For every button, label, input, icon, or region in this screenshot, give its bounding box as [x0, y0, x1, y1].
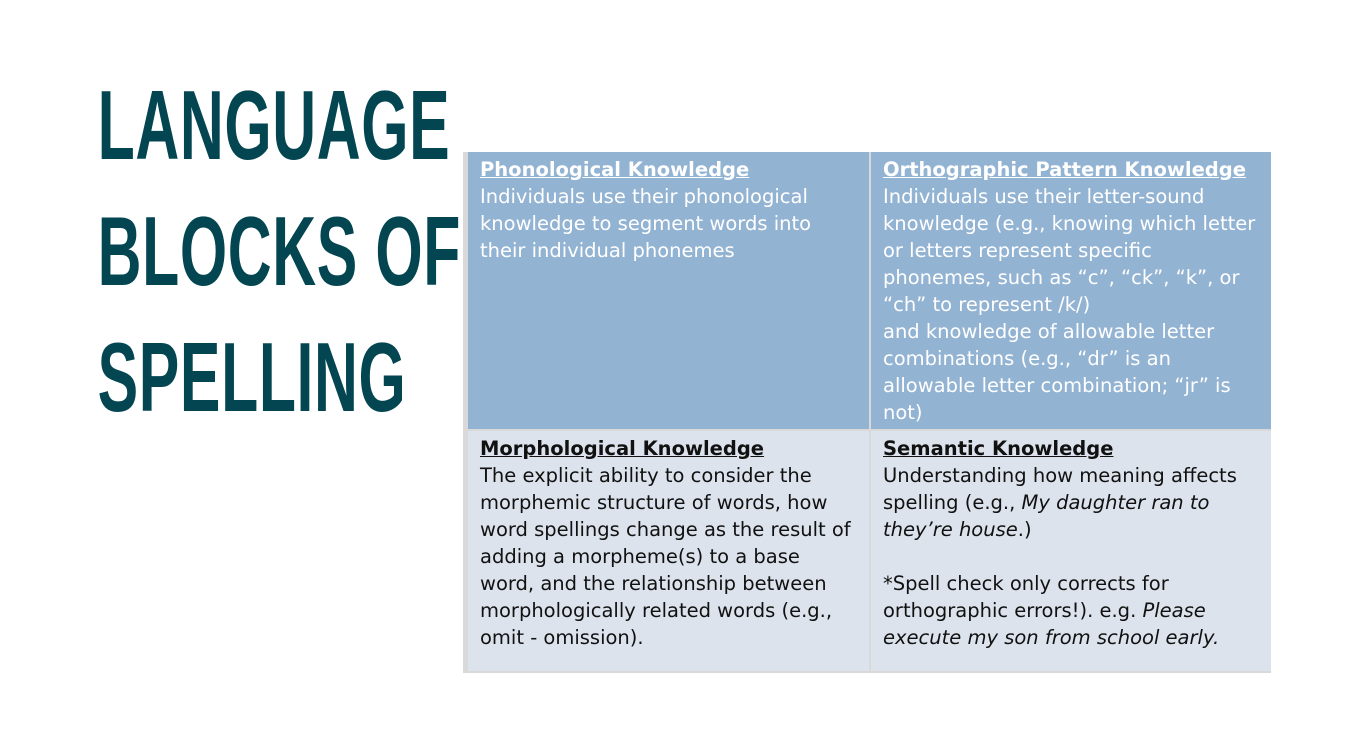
slide-title: [30, 62, 462, 440]
cell-body: and knowledge of allowable letter combinations (e.g., “dr” is an allowable letter combination; “jr” is not): [883, 320, 1231, 424]
cell-body: Individuals use their phonological knowledge to segment words into their individual phonemes: [480, 185, 812, 262]
cell-note: [883, 572, 1219, 649]
example-text: My daughter ran to they’re house: [883, 491, 1210, 541]
cell-semantic: [871, 431, 1271, 671]
title-line: SPELLING: [97, 322, 407, 432]
cell-morphological: [468, 431, 869, 671]
cell-heading: Phonological Knowledge: [480, 158, 750, 181]
body-text: Understanding how meaning affects spelling (e.g.,: [883, 464, 1237, 514]
cell-heading: Morphological Knowledge: [480, 437, 765, 460]
cell-orthographic: [871, 152, 1271, 429]
body-text: .): [1017, 518, 1032, 541]
cell-body: [883, 464, 1237, 541]
cell-body: Individuals use their letter-sound knowledge (e.g., knowing which letter or letters represent specific phonemes, such as “c”, “ck”, “k”, or “ch” to represent /k/): [883, 185, 1256, 316]
cell-phonological: [468, 152, 869, 429]
example-text: Please execute my son from school early.: [883, 599, 1220, 649]
title-line: LANGUAGE: [97, 70, 451, 180]
cell-heading: Semantic Knowledge: [883, 437, 1114, 460]
cell-heading: Orthographic Pattern Knowledge: [883, 158, 1246, 181]
note-text: *Spell check only corrects for orthographic errors!). e.g.: [883, 572, 1169, 622]
knowledge-table: [463, 152, 1271, 673]
title-line: BLOCKS OF: [97, 196, 462, 306]
cell-body: The explicit ability to consider the morphemic structure of words, how word spellings change as the result of adding a morpheme(s) to a base word, and the relationship between morphologically related words (e.g., omit - omission).: [480, 464, 851, 649]
